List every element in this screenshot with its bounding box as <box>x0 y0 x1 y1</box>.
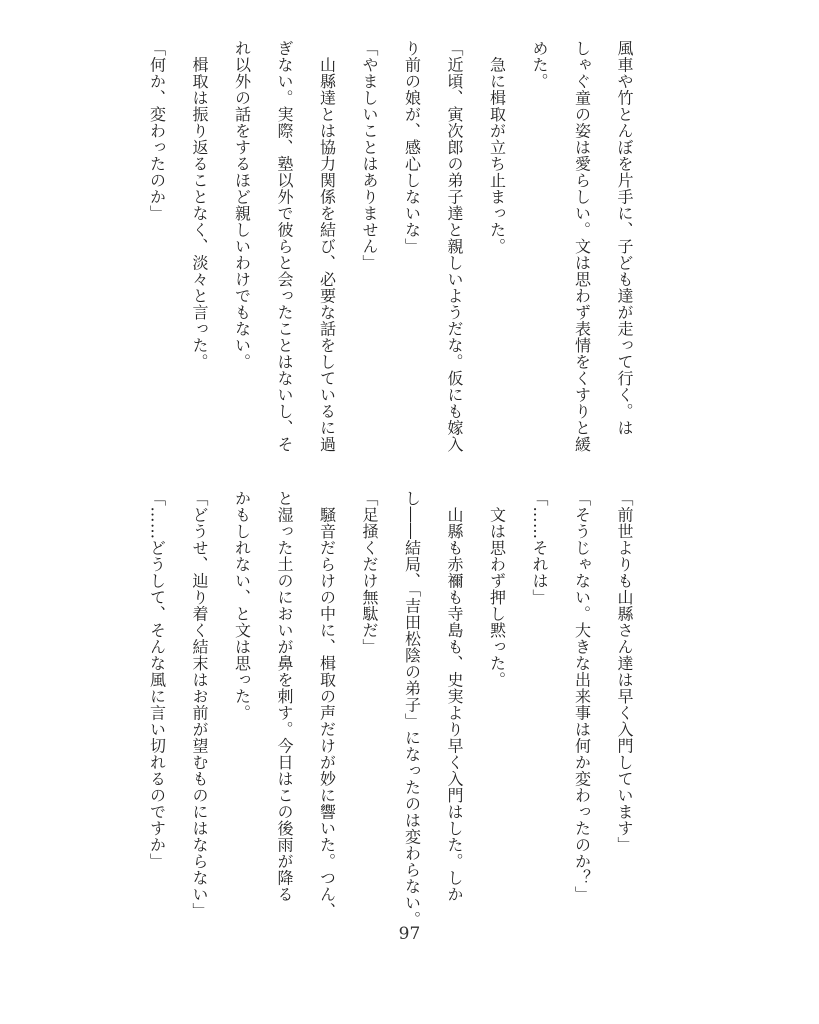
text-line: 楫取は振り返ることなく、淡々と言った。 <box>190 40 209 370</box>
text-line: り前の娘が、感心しないな」 <box>402 40 422 255</box>
text-line: 「何か、変わったのか」 <box>147 40 167 222</box>
text-line: 騒音だらけの中に、楫取の声だけが妙に響いた。つん、 <box>317 490 337 919</box>
text-line: 風車や竹とんぼを片手に、子ども達が走って行く。は <box>615 40 634 436</box>
text-line: 文は思わず押し黙った。 <box>487 490 507 688</box>
text-line: 「そうじゃない。大きな出来事は何か変わったのか？」 <box>572 490 592 903</box>
text-block-bottom <box>147 490 645 928</box>
page-number: 97 <box>398 924 421 944</box>
text-line: 「やましいことはありません」 <box>360 40 379 271</box>
text-line: めた。 <box>530 40 549 90</box>
text-line: 「……どうして、そんな風に言い切れるのですか」 <box>147 490 167 870</box>
text-line: れ以外の話をするほど親しいわけでもない。 <box>232 40 252 370</box>
text-line: し――結局、「吉田松陰の弟子」になったのは変わらない。 <box>402 490 422 928</box>
text-line: 「……それは」 <box>530 490 549 606</box>
text-line: 急に楫取が立ち止まった。 <box>487 40 507 255</box>
text-line: 「前世よりも山縣さん達は早く入門しています」 <box>615 490 634 853</box>
text-block-top <box>147 40 645 453</box>
text-line: と湿った土のにおいが鼻を刺す。今日はこの後雨が降る <box>275 490 294 903</box>
text-line: ぎない。実際、塾以外で彼らと会ったことはないし、そ <box>275 40 294 453</box>
text-line: 山縣も赤禰も寺島も、史実より早く入門はした。しか <box>445 490 464 903</box>
text-line: 山縣達とは協力関係を結び、必要な話をしているに過 <box>317 40 337 453</box>
text-line: しゃぐ童の姿は愛らしい。文は思わず表情をくすりと緩 <box>572 40 592 453</box>
text-line: 「足掻くだけ無駄だ」 <box>360 490 379 655</box>
text-line: かもしれない、と文は思った。 <box>232 490 252 721</box>
text-line: 「近頃、寅次郎の弟子達と親しいようだな。仮にも嫁入 <box>445 40 464 453</box>
text-line: 「どうせ、辿り着く結末はお前が望むものにはならない」 <box>190 490 209 919</box>
